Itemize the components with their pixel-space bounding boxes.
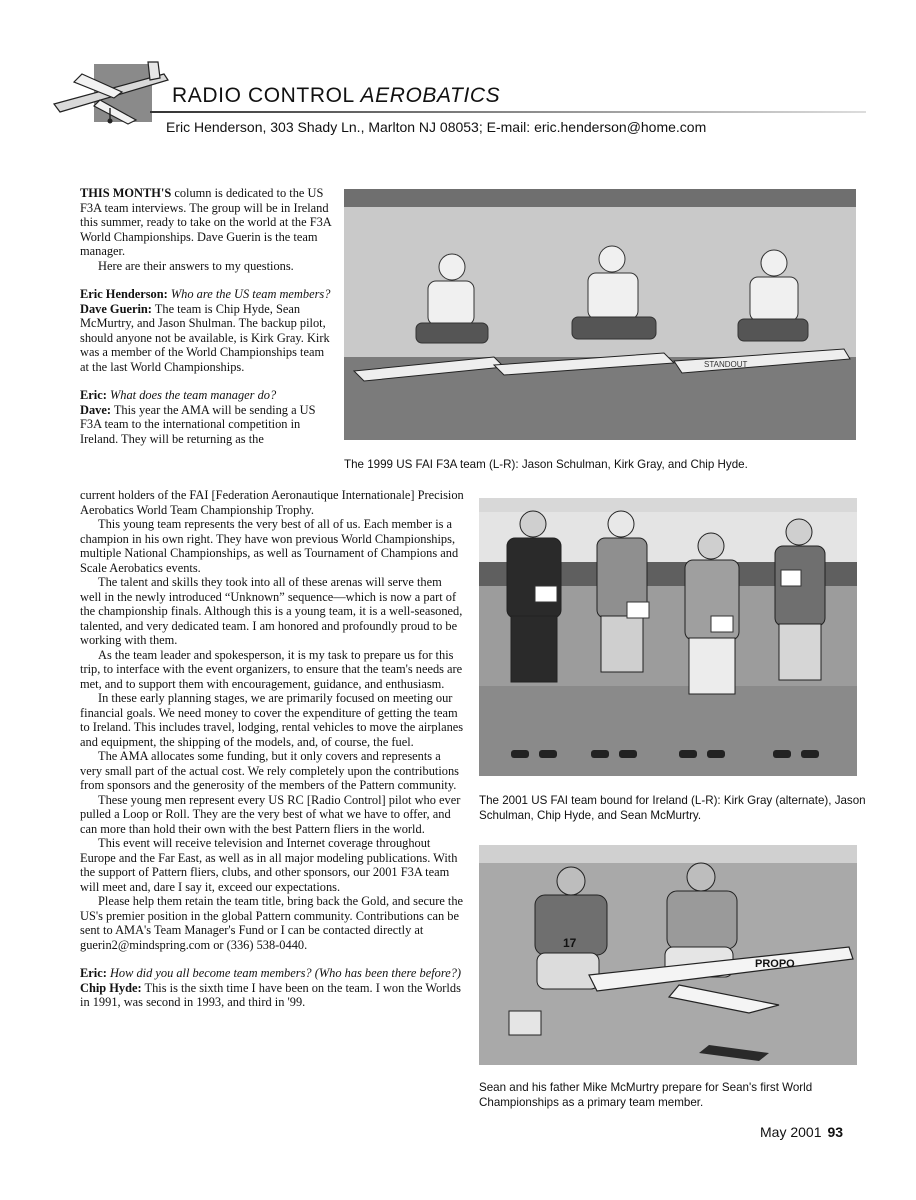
answer-1: [80, 302, 332, 375]
answer-2-start: [80, 403, 332, 447]
article-column-bottom: [80, 488, 464, 1010]
intro-paragraph-2: Here are their answers to my questions.: [98, 258, 294, 273]
a1-text: The team is Chip Hyde, Sean McMurtry, and Jason Shulman. The backup pilot, should anyone not be available, is Kirk Gray. Kirk was a member of the World Championships team at the last World Championships.: [80, 301, 330, 374]
paragraph-young-team: This young team represents the very best of all of us. Each member is a champion in his own right. They have won previous World Championships, multiple National Championships, as well as Tournament of Champions and Scale Aerobatics events.: [80, 517, 459, 575]
plane-label-standout: STANDOUT: [704, 360, 748, 369]
article-column-top: [80, 186, 332, 446]
answer-2-cont: current holders of the FAI [Federation Aeronautique Internationale] Precision Aerobatics World Team Championship Trophy.: [80, 488, 464, 517]
photo-mcmurtry-prep: [479, 845, 857, 1065]
photo-2001-team: [479, 498, 857, 776]
paragraph-coverage: This event will receive television and Internet coverage throughout Europe and the Far East, as well as in all major modeling publications. With the support of Pattern fliers, clubs, and other sponsors, our 2001 F3A team will meet and, dare I say it, exceed our expectations.: [80, 836, 458, 894]
a3-speaker: Chip Hyde:: [80, 980, 142, 995]
question-1: [80, 287, 332, 302]
q1-speaker: Eric Henderson:: [80, 287, 168, 301]
paragraph-team-leader: As the team leader and spokesperson, it is my task to prepare us for this trip, to interface with the event organizers, to ensure that the team's needs are met, and to support them with encouragement, guidance, and enthusiasm.: [80, 647, 463, 691]
issue-date: May 2001: [760, 1124, 822, 1140]
paragraph-represent: These young men represent every US RC [Radio Control] pilot who ever pulled a Loop or Roll. They are the very best of what we have to offer, and can more than hold their own with the best Pattern fliers in the world.: [80, 792, 461, 836]
a1-speaker: Dave Guerin:: [80, 301, 152, 316]
photo-2001-caption: The 2001 US FAI team bound for Ireland (L-R): Kirk Gray (alternate), Jason Schulman, Chip Hyde, and Sean McMurtry.: [479, 794, 866, 822]
author-contact-line: Eric Henderson, 303 Shady Ln., Marlton NJ 08053; E-mail: eric.henderson@home.com: [166, 119, 707, 135]
paragraph-talent: The talent and skills they took into all of these arenas will serve them well in the newly introduced “Unknown” sequence—which is now a part of the championship finals. Although this is a young team, it is a well-seasoned, talented, and very dedicated team. I am honored and profoundly proud to be working with them.: [80, 575, 463, 647]
a2-speaker: Dave:: [80, 402, 111, 417]
section-title: [172, 84, 500, 108]
header-airplane-logo: [52, 54, 170, 134]
paragraph-help: Please help them retain the team title, bring back the Gold, and secure the US's premier position in the global Pattern community. Contributions can be sent to AMA's Team Manager's Fund or I can be contacted directly at guerin2@mindspring.com or (336) 538-0440.: [80, 894, 464, 952]
q1-text: Who are the US team members?: [167, 287, 331, 301]
q3-speaker: Eric:: [80, 966, 107, 980]
photo-1999-caption: The 1999 US FAI F3A team (L-R): Jason Schulman, Kirk Gray, and Chip Hyde.: [344, 458, 748, 471]
page-footer: [760, 1124, 843, 1140]
paragraph-planning: In these early planning stages, we are primarily focused on meeting our financial goals. We need money to cover the expenditure of getting the team to Ireland. This includes travel, lodging, rental vehicles to move the airplanes and equipment, the shipping of the models, and, of course, the fuel.: [80, 691, 464, 749]
plane-label-propo: PROPO: [755, 958, 795, 970]
q2-text: What does the team manager do?: [106, 388, 277, 402]
answer-3: [80, 981, 464, 1010]
intro-paragraph: [80, 186, 332, 259]
intro-text: column is dedicated to the US F3A team interviews. The group will be in Ireland this summer, ready to take on the world at the F3A World Championships. Dave Guerin is the team manager.: [80, 186, 332, 258]
a3-text: This is the sixth time I have been on the team. I won the Worlds in 1991, was second in 1993, and third in '99.: [80, 980, 461, 1009]
jersey-number: 17: [563, 936, 577, 950]
paragraph-ama-funding: The AMA allocates some funding, but it only covers and represents a very small part of the actual cost. We rely completely upon the contributions from sponsors and the generosity of the members of the Pattern community.: [80, 749, 459, 792]
q2-speaker: Eric:: [80, 388, 107, 402]
header-rule: [150, 111, 866, 113]
photo-mcmurtry-caption: Sean and his father Mike McMurtry prepare for Sean's first World Championships as a primary team member.: [479, 1081, 813, 1109]
page-number: 93: [827, 1124, 844, 1140]
question-2: [80, 388, 332, 403]
q3-text: How did you all become team members? (Who has been there before?): [106, 966, 462, 980]
photo-1999-team: [344, 189, 856, 440]
a2-text-top: This year the AMA will be sending a US F3A team to the international competition in Ireland. They will be returning as the: [80, 402, 316, 446]
section-title-accent: AEROBATICS: [360, 84, 501, 107]
intro-lead: THIS MONTH'S: [80, 186, 172, 200]
question-3: [80, 966, 464, 981]
section-title-main: RADIO CONTROL: [172, 84, 355, 107]
